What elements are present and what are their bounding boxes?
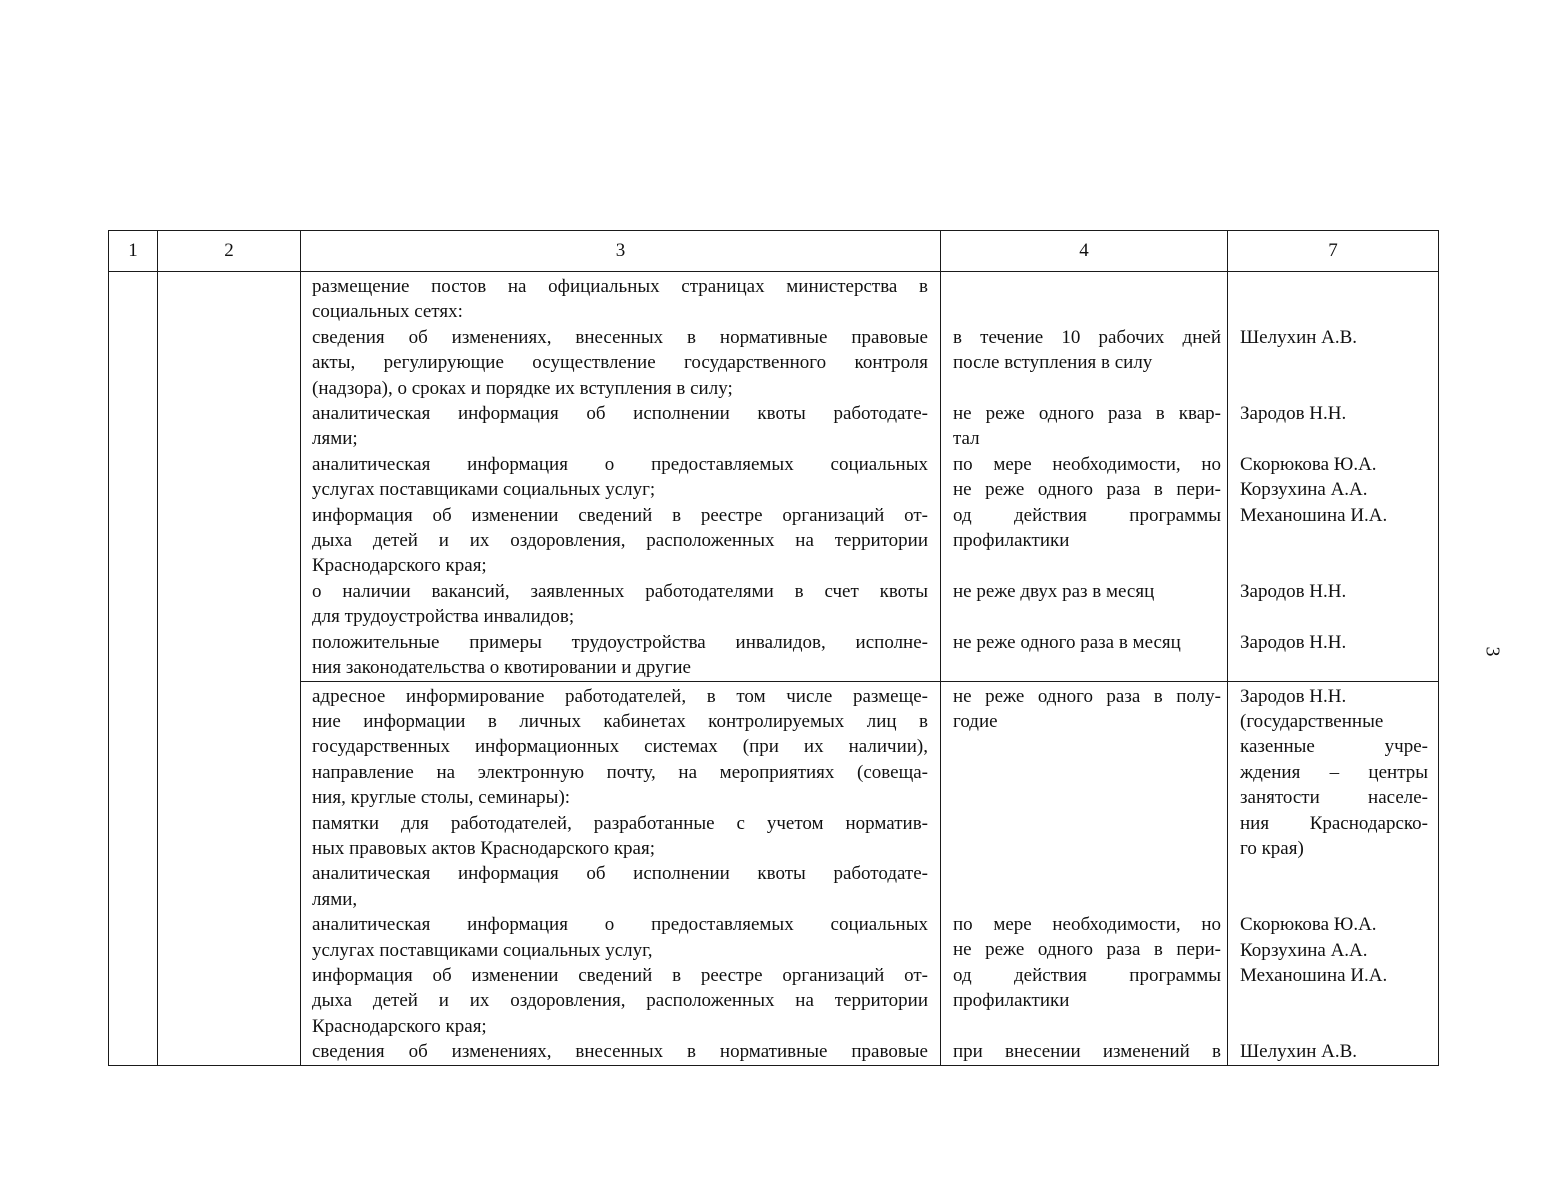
paragraph: в течение 10 рабочих дней после вступления в силу	[953, 326, 1221, 374]
paragraph: о наличии вакансий, заявленных работодателями в счет квоты для трудоустройства инвалидов;	[312, 580, 928, 628]
block1-col4	[941, 272, 1228, 682]
paragraph: при внесении изменений в	[953, 1041, 1221, 1063]
document-table	[108, 230, 1439, 1066]
responsible-person: Скорюкова Ю.А.	[1240, 453, 1377, 475]
cell-col-1	[109, 272, 158, 1066]
paragraph: по мере необходимости, но не реже одного раза в пери- од действия программы профилактики	[953, 453, 1221, 552]
paragraph: аналитическая информация об исполнении квоты работодате- лями,	[312, 863, 928, 910]
responsible-person: Механошина И.А.	[1240, 504, 1388, 526]
paragraph: не реже одного раза в полу- годие	[953, 685, 1221, 732]
page-number: 3	[1481, 646, 1504, 657]
cell-col-2	[158, 272, 301, 1066]
paragraph: аналитическая информация о предоставляемых социальных услугах поставщиками социальных услуг,	[312, 914, 928, 961]
paragraph: аналитическая информация об исполнении квоты работодате- лями;	[312, 403, 928, 450]
responsible-person: Шелухин А.В.	[1240, 1041, 1358, 1063]
header-col-7: 7	[1228, 231, 1439, 272]
responsible-person: Скорюкова Ю.А.	[1240, 914, 1377, 936]
paragraph: памятки для работодателей, разработанные с учетом норматив- ных правовых актов Краснодарского края;	[312, 812, 928, 859]
block2-col3	[301, 681, 941, 1065]
paragraph: Зародов Н.Н. (государственные казенные учре- ждения – центры занятости населе- ния Краснодарско- го края)	[1240, 685, 1428, 859]
paragraph: размещение постов на официальных страницах министерства в социальных сетях:	[312, 276, 928, 323]
block2-col7	[1228, 681, 1439, 1065]
block2-col4	[941, 681, 1228, 1065]
header-col-2: 2	[158, 231, 301, 272]
paragraph: сведения об изменениях, внесенных в нормативные правовые	[312, 1041, 928, 1063]
responsible-person: Зародов Н.Н.	[1240, 580, 1347, 602]
responsible-person: Шелухин А.В.	[1240, 326, 1358, 348]
table-row	[109, 681, 1439, 1065]
header-col-3: 3	[301, 231, 941, 272]
responsible-person: Механошина И.А.	[1240, 964, 1388, 986]
responsible-person: Корзухина А.А.	[1240, 479, 1368, 501]
paragraph: информация об изменении сведений в реестре организаций от- дыха детей и их оздоровления, расположенных на территории Краснодарского края;	[312, 964, 928, 1037]
paragraph: положительные примеры трудоустройства инвалидов, исполне- ния законодательства о квотировании и другие	[312, 631, 928, 679]
header-col-4: 4	[941, 231, 1228, 272]
block1-col3	[301, 272, 941, 682]
paragraph: не реже одного раза в квар- тал	[953, 402, 1221, 450]
responsible-person: Зародов Н.Н.	[1240, 402, 1347, 424]
responsible-person: Корзухина А.А.	[1240, 939, 1368, 961]
paragraph: сведения об изменениях, внесенных в нормативные правовые акты, регулирующие осуществление государственного контроля (надзора), о сроках и порядке их вступления в силу;	[312, 326, 928, 399]
paragraph: аналитическая информация о предоставляемых социальных услугах поставщиками социальных услуг;	[312, 453, 928, 501]
header-col-1: 1	[109, 231, 158, 272]
table-row	[109, 272, 1439, 682]
paragraph: адресное информирование работодателей, в том числе размеще- ние информации в личных кабинетах контролируемых лиц в государственных информационных системах (при их наличии), направление на электронную почту, на мероприятиях (совеща- ния, круглые столы, семинары):	[312, 685, 928, 809]
block1-col7	[1228, 272, 1439, 682]
responsible-person: Зародов Н.Н.	[1240, 631, 1347, 653]
paragraph: не реже одного раза в месяц	[953, 631, 1181, 653]
paragraph: по мере необходимости, но не реже одного раза в пери- од действия программы профилактики	[953, 914, 1221, 1012]
header-row	[109, 231, 1439, 272]
paragraph: не реже двух раз в месяц	[953, 580, 1155, 602]
paragraph: информация об изменении сведений в реестре организаций от- дыха детей и их оздоровления, расположенных на территории Краснодарского края;	[312, 504, 928, 577]
